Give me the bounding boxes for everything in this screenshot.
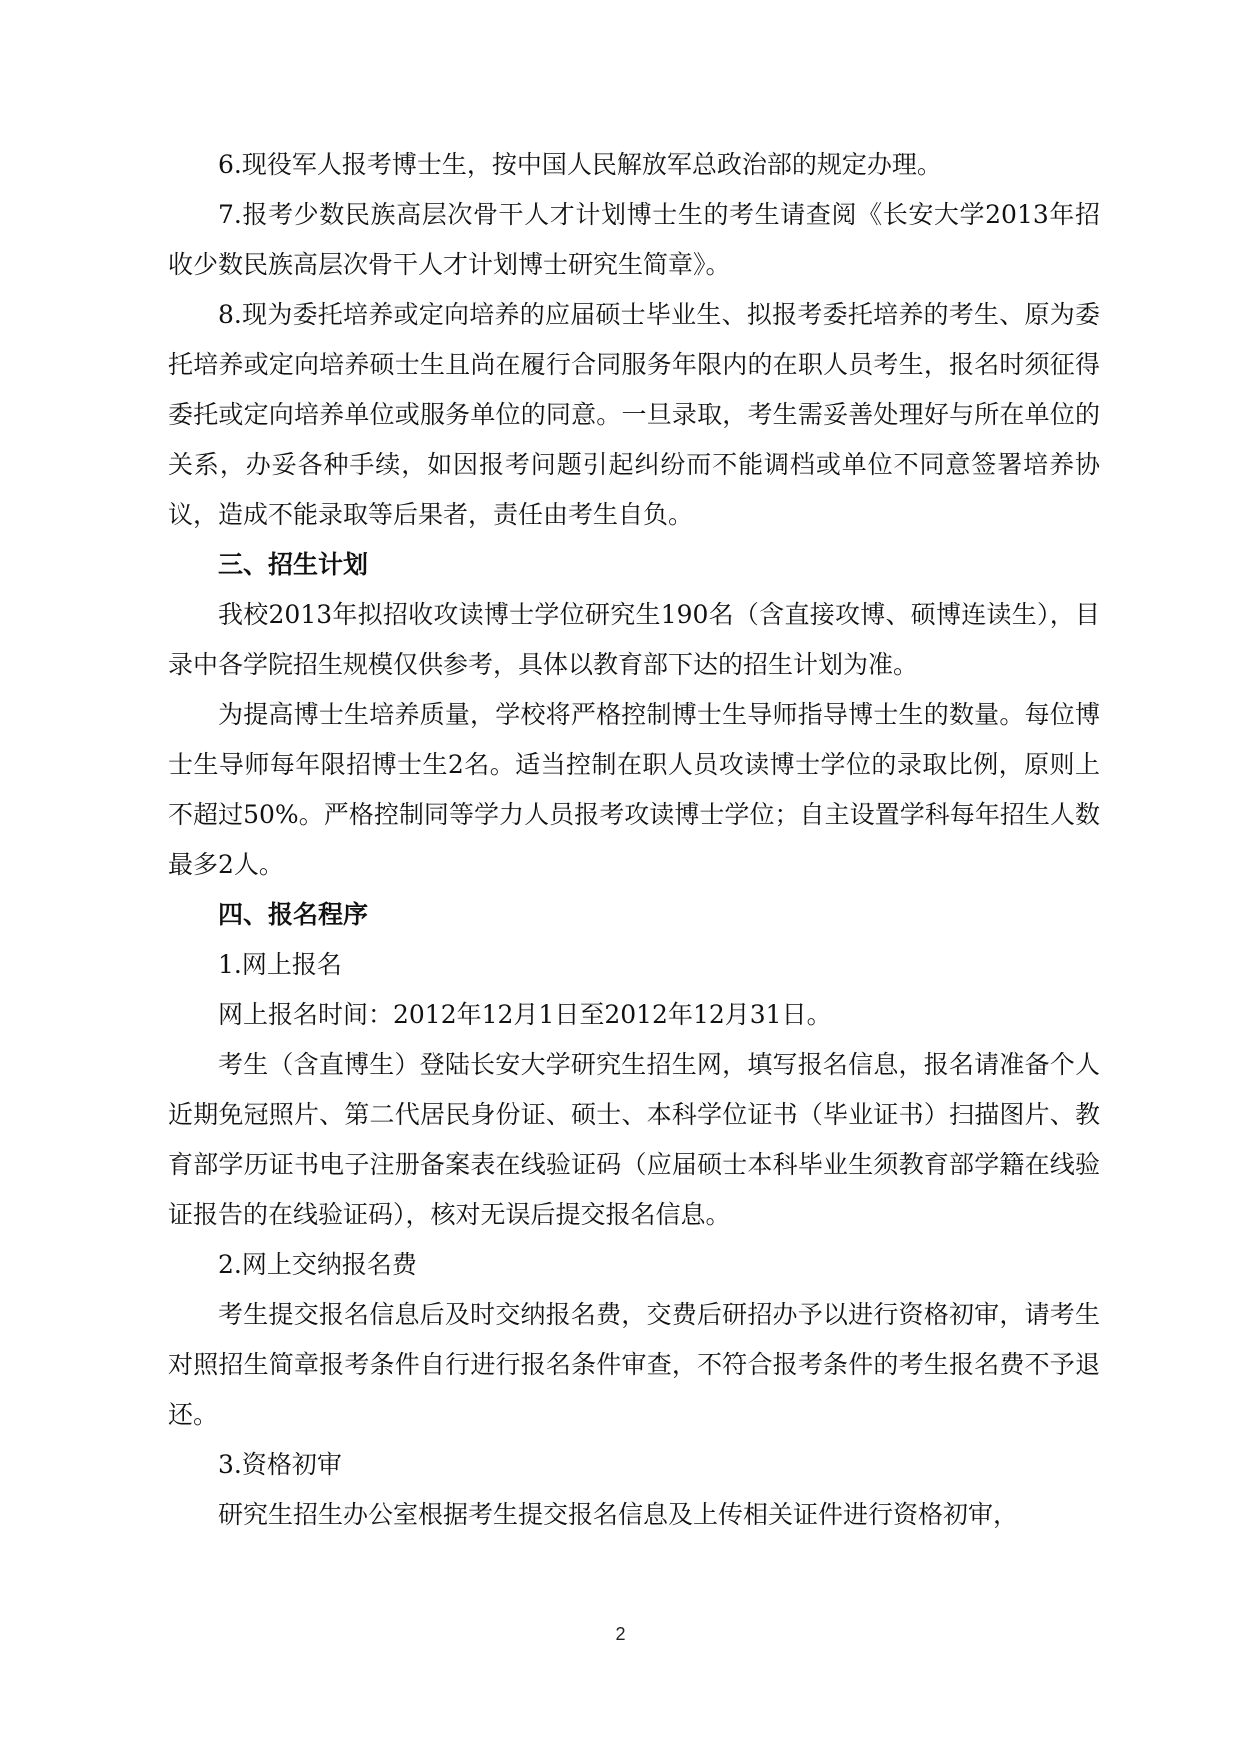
section-heading-registration-procedure: 四、报名程序	[218, 900, 369, 929]
section-heading-enrollment-plan: 三、招生计划	[218, 550, 369, 579]
paragraph-fee-payment: 考生提交报名信息后及时交纳报名费，交费后研招办予以进行资格初审，请考生对照招生简章报考条件自行进行报名条件审查，不符合报考条件的考生报名费不予退还。	[168, 1300, 1100, 1429]
page-number: 2	[615, 1624, 626, 1644]
document-body	[168, 140, 1100, 1540]
paragraph-item-6: 6.现役军人报考博士生，按中国人民解放军总政治部的规定办理。	[218, 150, 942, 179]
paragraph-item-7: 7.报考少数民族高层次骨干人才计划博士生的考生请查阅《长安大学2013年招收少数民族高层次骨干人才计划博士研究生简章》。	[168, 200, 1100, 279]
paragraph-registration-details: 考生（含直博生）登陆长安大学研究生招生网，填写报名信息，报名请准备个人近期免冠照片、第二代居民身份证、硕士、本科学位证书（毕业证书）扫描图片、教育部学历证书电子注册备案表在线验证码（应届硕士本科毕业生须教育部学籍在线验证报告的在线验证码），核对无误后提交报名信息。	[168, 1050, 1100, 1229]
subheading-online-fee-payment: 2.网上交纳报名费	[218, 1250, 417, 1279]
paragraph-item-8: 8.现为委托培养或定向培养的应届硕士毕业生、拟报考委托培养的考生、原为委托培养或定向培养硕士生且尚在履行合同服务年限内的在职人员考生，报名时须征得委托或定向培养单位或服务单位的同意。一旦录取，考生需妥善处理好与所在单位的关系，办妥各种手续，如因报考问题引起纠纷而不能调档或单位不同意签署培养协议，造成不能录取等后果者，责任由考生自负。	[168, 300, 1100, 529]
subheading-preliminary-review: 3.资格初审	[218, 1450, 342, 1479]
paragraph-preliminary-review: 研究生招生办公室根据考生提交报名信息及上传相关证件进行资格初审，	[218, 1500, 1019, 1529]
subheading-online-registration: 1.网上报名	[218, 950, 342, 979]
paragraph-enrollment-quota: 我校2013年拟招收攻读博士学位研究生190名（含直接攻博、硕博连读生），目录中各学院招生规模仅供参考，具体以教育部下达的招生计划为准。	[168, 600, 1100, 679]
paragraph-registration-time: 网上报名时间：2012年12月1日至2012年12月31日。	[218, 1000, 832, 1029]
paragraph-quality-control: 为提高博士生培养质量，学校将严格控制博士生导师指导博士生的数量。每位博士生导师每年限招博士生2名。适当控制在职人员攻读博士学位的录取比例，原则上不超过50%。严格控制同等学力人员报考攻读博士学位；自主设置学科每年招生人数最多2人。	[168, 700, 1100, 879]
